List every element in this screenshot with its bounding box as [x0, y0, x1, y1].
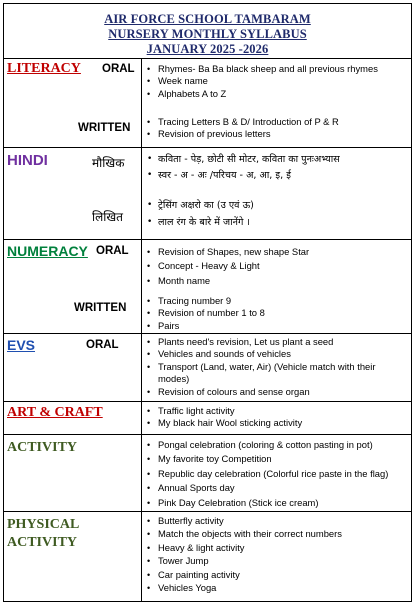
list-item: • Pongal celebration (coloring & cotton pasting in pot): [144, 439, 406, 451]
list-item: • Transport (Land, water, Air) (Vehicle match with their modes): [144, 361, 406, 386]
physical-activity-row: [4, 512, 411, 603]
list-item: • Revision of colours and sense organ: [144, 386, 406, 398]
list-item: • Concept - Heavy & Light: [144, 260, 406, 272]
month-title: JANUARY 2025 -2026: [146, 42, 269, 56]
list-item: • Car painting activity: [144, 569, 406, 581]
list-item: • Tracing number 9: [144, 295, 406, 307]
hindi-subject: HINDI: [7, 152, 48, 169]
literacy-written-label: WRITTEN: [78, 122, 131, 134]
physical-activity-list: [144, 515, 406, 594]
list-item: • Match the objects with their correct numbers: [144, 528, 406, 540]
literacy-written-list: [144, 116, 406, 141]
literacy-subject: LITERACY: [7, 61, 81, 76]
activity-list: [144, 439, 406, 509]
numeracy-written-list: [144, 295, 406, 332]
list-item: • Tracing Letters B & D/ Introduction of P & R: [144, 116, 406, 128]
header: [4, 4, 411, 59]
literacy-oral-label: ORAL: [102, 63, 135, 75]
list-item: • Heavy & light activity: [144, 542, 406, 554]
literacy-row: [4, 58, 411, 148]
list-item: • Republic day celebration (Colorful rice paste in the flag): [144, 468, 406, 480]
numeracy-subject: NUMERACY: [7, 243, 88, 259]
list-item: • Pairs: [144, 320, 406, 332]
list-item: • Revision of Shapes, new shape Star: [144, 246, 406, 258]
art-craft-row: [4, 402, 411, 435]
list-item: • Week name: [144, 75, 406, 87]
hindi-row: [4, 148, 411, 240]
list-item: • My black hair Wool sticking activity: [144, 417, 406, 429]
evs-subject: EVS: [7, 337, 36, 353]
numeracy-written-label: WRITTEN: [74, 302, 127, 314]
list-item: • Annual Sports day: [144, 482, 406, 494]
list-item: • Plants need's revision, Let us plant a seed: [144, 336, 406, 348]
evs-row: [4, 334, 411, 402]
activity-subject: ACTIVITY: [7, 440, 78, 455]
list-item: • My favorite toy Competition: [144, 453, 406, 465]
hindi-oral-list: [144, 153, 406, 182]
physical-activity-subject: [7, 516, 79, 552]
art-craft-subject: ART & CRAFT: [7, 405, 103, 420]
art-craft-list: [144, 405, 406, 430]
activity-row: [4, 435, 411, 512]
physical-activity-subject-line1: PHYSICAL: [7, 517, 80, 532]
list-item: • Vehicles Yoga: [144, 582, 406, 594]
school-name: AIR FORCE SCHOOL TAMBARAM: [104, 12, 311, 26]
physical-activity-subject-line2: ACTIVITY: [7, 535, 78, 550]
list-item: • Pink Day Celebration (Stick ice cream): [144, 497, 406, 509]
evs-oral-label: ORAL: [86, 339, 119, 351]
list-item: • Revision of previous letters: [144, 128, 406, 140]
list-item: • स्वर - अ - अः /परिचय - अ, आ, इ, ई: [144, 169, 406, 182]
evs-list: [144, 336, 406, 398]
list-item: • Month name: [144, 275, 406, 287]
hindi-written-list: [144, 199, 406, 229]
hindi-written-label: लिखित: [92, 210, 124, 224]
list-item: • Tower Jump: [144, 555, 406, 567]
hindi-oral-label: मौखिक: [92, 156, 125, 170]
list-item: • Alphabets A to Z: [144, 88, 406, 100]
numeracy-oral-list: [144, 246, 406, 287]
list-item: • Butterfly activity: [144, 515, 406, 527]
list-item: • ट्रेसिंग अक्षरो का (उ एवं ऊ): [144, 199, 406, 212]
list-item: • Rhymes- Ba Ba black sheep and all previous rhymes: [144, 63, 406, 75]
numeracy-row: [4, 240, 411, 334]
list-item: • Traffic light activity: [144, 405, 406, 417]
list-item: • कविता - पेड़, छोटी सी मोटर, कविता का पुनःअभ्यास: [144, 153, 406, 166]
syllabus-title: NURSERY MONTHLY SYLLABUS: [108, 27, 307, 41]
numeracy-oral-label: ORAL: [96, 245, 129, 257]
list-item: • Revision of number 1 to 8: [144, 307, 406, 319]
list-item: • लाल रंग के बारे में जानेंगे ।: [144, 216, 406, 229]
syllabus-page: [3, 3, 412, 602]
list-item: • Vehicles and sounds of vehicles: [144, 348, 406, 360]
literacy-oral-list: [144, 63, 406, 100]
